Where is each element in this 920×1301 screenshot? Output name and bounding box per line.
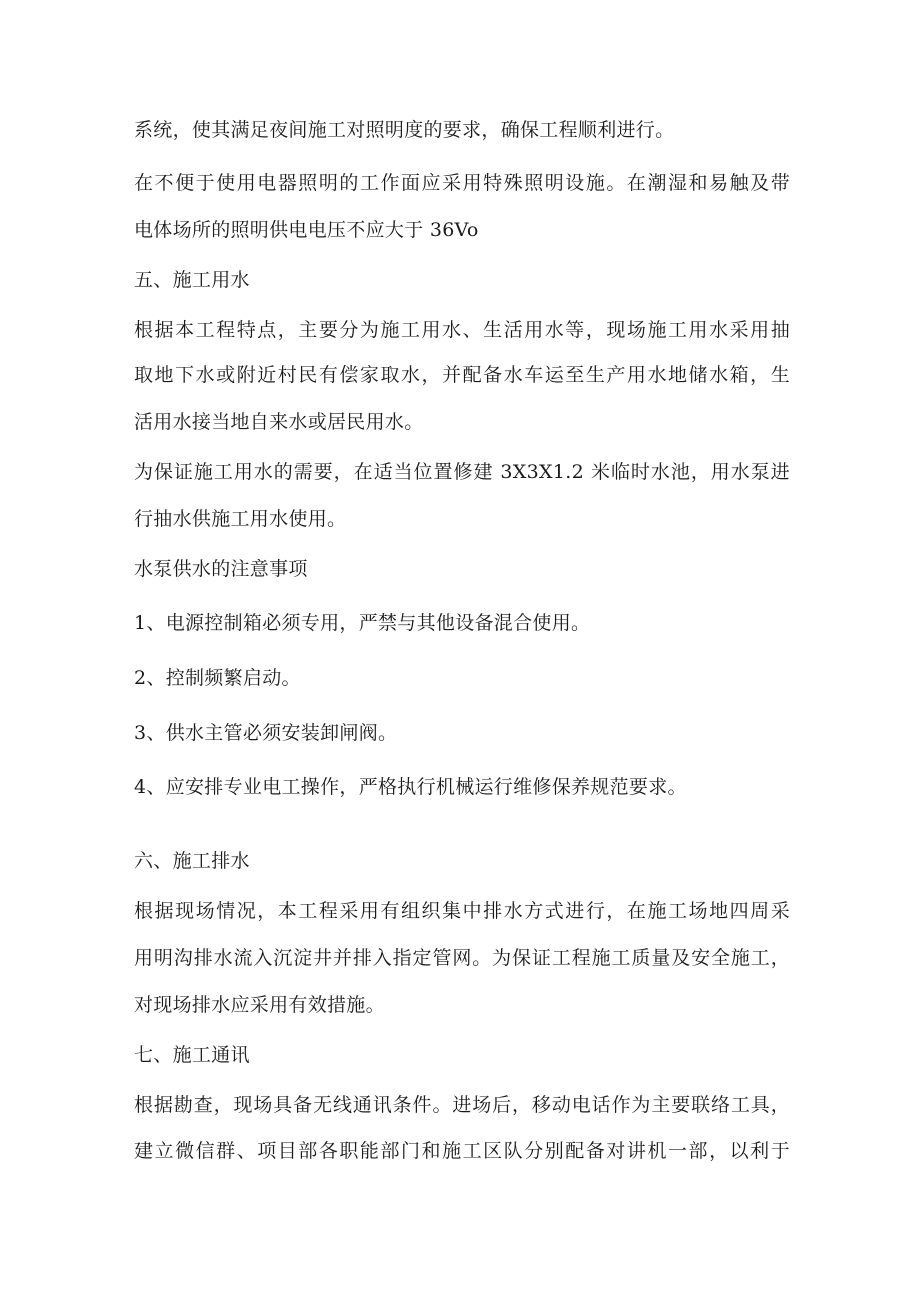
paragraph-line: 在不便于使用电器照明的工作面应采用特殊照明设施。在潮湿和易触及带: [134, 172, 790, 194]
paragraph-line: 根据现场情况，本工程采用有组织集中排水方式进行，在施工场地四周采: [134, 900, 790, 922]
section-heading: 五、施工用水: [134, 269, 250, 291]
paragraph-line: 系统，使其满足夜间施工对照明度的要求，确保工程顺利进行。: [134, 119, 675, 141]
paragraph-line: 根据本工程特点，主要分为施工用水、生活用水等，现场施工用水采用抽: [134, 319, 790, 341]
paragraph-line: 电体场所的照明供电电压不应大于 36Vo: [134, 219, 479, 241]
list-item: 3、供水主管必须安装卸闸阀。: [134, 722, 398, 744]
paragraph-line: 为保证施工用水的需要，在适当位置修建 3X3X1.2 米临时水池，用水泵进: [134, 461, 790, 483]
paragraph-line: 行抽水供施工用水使用。: [134, 508, 347, 530]
list-item: 1、电源控制箱必须专用，严禁与其他设备混合使用。: [134, 612, 591, 634]
subheading: 水泵供水的注意事项: [134, 558, 308, 580]
paragraph-line: 取地下水或附近村民有偿家取水，并配备水车运至生产用水地储水箱，生: [134, 364, 790, 386]
list-item: 2、控制频繁启动。: [134, 667, 301, 689]
section-heading: 七、施工通讯: [134, 1044, 250, 1066]
paragraph-line: 用明沟排水流入沉淀井并排入指定管网。为保证工程施工质量及安全施工，: [134, 947, 790, 969]
section-heading: 六、施工排水: [134, 850, 250, 872]
paragraph-line: 对现场排水应采用有效措施。: [134, 994, 385, 1016]
paragraph-line: 根据勘查，现场具备无线通讯条件。进场后，移动电话作为主要联络工具，: [134, 1094, 790, 1116]
paragraph-line: 建立微信群、项目部各职能部门和施工区队分别配备对讲机一部，以利于: [134, 1140, 790, 1162]
list-item: 4、应安排专业电工操作，严格执行机械运行维修保养规范要求。: [134, 776, 687, 798]
paragraph-line: 活用水接当地自来水或居民用水。: [134, 411, 424, 433]
